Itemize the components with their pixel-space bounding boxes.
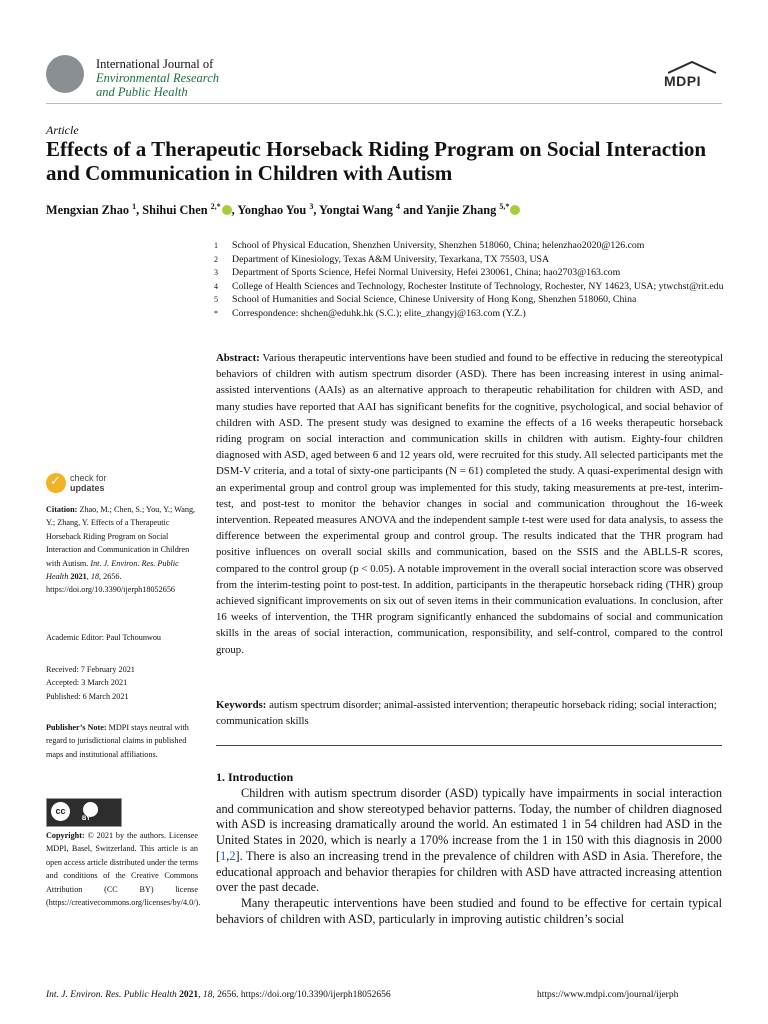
- keywords-label: Keywords:: [216, 699, 267, 711]
- article-type: Article: [46, 123, 79, 137]
- orcid-icon[interactable]: [222, 205, 232, 215]
- academic-editor: Academic Editor: Paul Tchounwou: [46, 633, 162, 642]
- affiliation-item: 1 School of Physical Education, Shenzhen University, Shenzhen 518060, China; helenzhao2020@126.com: [214, 240, 645, 251]
- affiliation-item: 2 Department of Kinesiology, Texas A&M University, Texarkana, TX 75503, USA: [214, 253, 550, 265]
- header-divider: [46, 103, 722, 104]
- section-divider: [216, 745, 722, 746]
- accepted-date: Accepted: 3 March 2021: [46, 678, 128, 688]
- citation-link[interactable]: 2: [229, 848, 236, 863]
- footer-url[interactable]: https://www.mdpi.com/journal/ijerph: [537, 990, 679, 1000]
- journal-logo: [46, 55, 84, 93]
- citation-link[interactable]: 1: [220, 848, 227, 863]
- section-heading: 1. Introduction: [216, 770, 294, 784]
- keywords-text: autism spectrum disorder; animal-assisted intervention; therapeutic horseback riding; social interaction; communication skills: [216, 699, 717, 727]
- affiliation-item: 4 College of Health Sciences and Technology, Rochester Institute of Technology, Rochester, NY 14623, USA; ytwchst@rit.edu: [214, 280, 724, 292]
- published-date: Published: 6 March 2021: [46, 691, 129, 701]
- author-name: Mengxian Zhao: [46, 203, 130, 218]
- paragraph: Children with autism spectrum disorder (ASD) typically have impairments in social interaction and communication and show stereotyped behavior patterns. Today, the number of children diagnosed with ASD is increasing dramatically around the world. An estimated 1 in 54 children had ASD in the United States in 2020, which is nearly a 170% increase from the 1 in 150 with this diagnosis in 2000 [1,2]. There is also an increasing trend in the prevalence of children with ASD in Asia. Therefore, the educational approach and behavior therapies for children with ASD have attracted increasing attention over the past decade.: [216, 786, 722, 895]
- affiliation-item: 5 School of Humanities and Social Science, Chinese University of Hong Kong, Shenzhen 518060, China: [214, 294, 637, 306]
- copyright: Copyright: © 2021 by the authors. Licensee MDPI, Basel, Switzerland. This article is an open access article distributed under the terms and conditions of the Creative Commons Attribution (CC BY) license (https://creativecommons.org/licenses/by/4.0/).: [46, 831, 201, 908]
- dates: [46, 663, 198, 703]
- affiliations: [214, 239, 724, 321]
- publisher-note: Publisher’s Note: MDPI stays neutral with regard to jurisdictional claims in published maps and institutional affiliations.: [46, 723, 189, 759]
- article-title: Effects of a Therapeutic Horseback Riding Program on Social Interaction and Communication in Children with Autism: [46, 137, 707, 185]
- checkmark-icon: [46, 473, 66, 493]
- mdpi-logo[interactable]: MDPI: [664, 60, 720, 92]
- author-name: Yanjie Zhang: [425, 203, 497, 218]
- introduction-body: [216, 786, 722, 927]
- abstract: [216, 350, 723, 658]
- received-date: Received: 7 February 2021: [46, 665, 135, 674]
- abstract-text: Various therapeutic interventions have been studied and found to be effective in reducing the stereotypical behaviors of children with autism spectrum disorder (ASD). There has been increasing interest in using animal-assisted interventions (AAIs) as an alternative approach to therapeutic rehabilitation for children with ASD, and many studies have reported that AAI has significant benefits for the cognitive, psychological, and social behavior of children with ASD. The present study was designed to examine the effects of a 16 weeks therapeutic horseback riding program on social interaction and communication skills in children with autism. Eighty-four children diagnosed with ASD, aged between 6 and 12 years old, were recruited for this study. All selected participants met the DSM-V criteria, and a total of sixty-one participants (N = 61) completed the study. A quasi-experimental design with an experimental group and control group was implemented for this study, taking measurements at pre-test, interim-test, and post-test to monitor the behavior changes in social and communication throughout the 16-week intervention. Repeated measures ANOVA and the independent sample t-test were used for data analysis, to assess the difference between the experimental group and control group. The results indicated that the THR program had positive influences on overall social skills and communication, based on the SSIS and the ABLLS-R scores, compared to the control group (p < 0.05). A notable improvement in the overall social interaction score was observed from the interim-testing point to post-test. In addition, participants in the therapeutic horseback riding (THR) group achieved significant improvements on six out of seven items in their communication evaluations. In conclusion, after 16 weeks of intervention, the THR program significantly enhanced the subdomains of social and communication skills in the areas of social interaction, communication, responsibility, and self-control, compared to the control group.: [216, 352, 723, 656]
- check-for-updates-button[interactable]: ✓ check for updates: [46, 471, 126, 495]
- paragraph: Many therapeutic interventions have been studied and found to be effective for certain typical behaviors of children with ASD, particularly in improving autistic children’s social: [216, 895, 722, 926]
- cc-by-license-badge[interactable]: cc BY: [46, 798, 122, 827]
- footer-citation: Int. J. Environ. Res. Public Health 2021, 18, 2656. https://doi.org/10.3390/ijerph18052656: [46, 990, 391, 1000]
- author-name: Shihui Chen: [142, 203, 208, 218]
- orcid-icon[interactable]: [510, 205, 520, 215]
- abstract-label: Abstract:: [216, 352, 260, 364]
- affiliation-item: 3 Department of Sports Science, Hefei Normal University, Hefei 230061, China; hao2703@163.com: [214, 267, 621, 279]
- author-name: Yonghao You: [237, 203, 307, 218]
- author-list: Mengxian Zhao $^1$, Shihui Chen $^{2,*}$ , Yonghao You $^3$, Yongtai Wang $^4$ and Yanjie Zhang $^{5,*}$: [46, 202, 746, 218]
- cc-icon: cc: [51, 802, 70, 821]
- keywords: [216, 697, 723, 729]
- citation-block: Citation: Zhao, M.; Chen, S.; You, Y.; Wang, Y.; Zhang, Y. Effects of a Therapeutic Horseback Riding Program on Social Interaction and Communication in Children with Autism. Int. J. Environ. Res. Public Health 2021, 18, 2656. https://doi.org/10.3390/ijerph18052656: [46, 505, 196, 595]
- mdpi-roof-icon: [668, 60, 724, 74]
- by-person-icon: [83, 802, 98, 817]
- correspondence: * Correspondence: shchen@eduhk.hk (S.C.); elite_zhangyj@163.com (Y.Z.): [214, 307, 526, 319]
- author-name: Yongtai Wang: [319, 203, 393, 218]
- journal-name: International Journal of Environmental Research and Public Health: [96, 57, 219, 99]
